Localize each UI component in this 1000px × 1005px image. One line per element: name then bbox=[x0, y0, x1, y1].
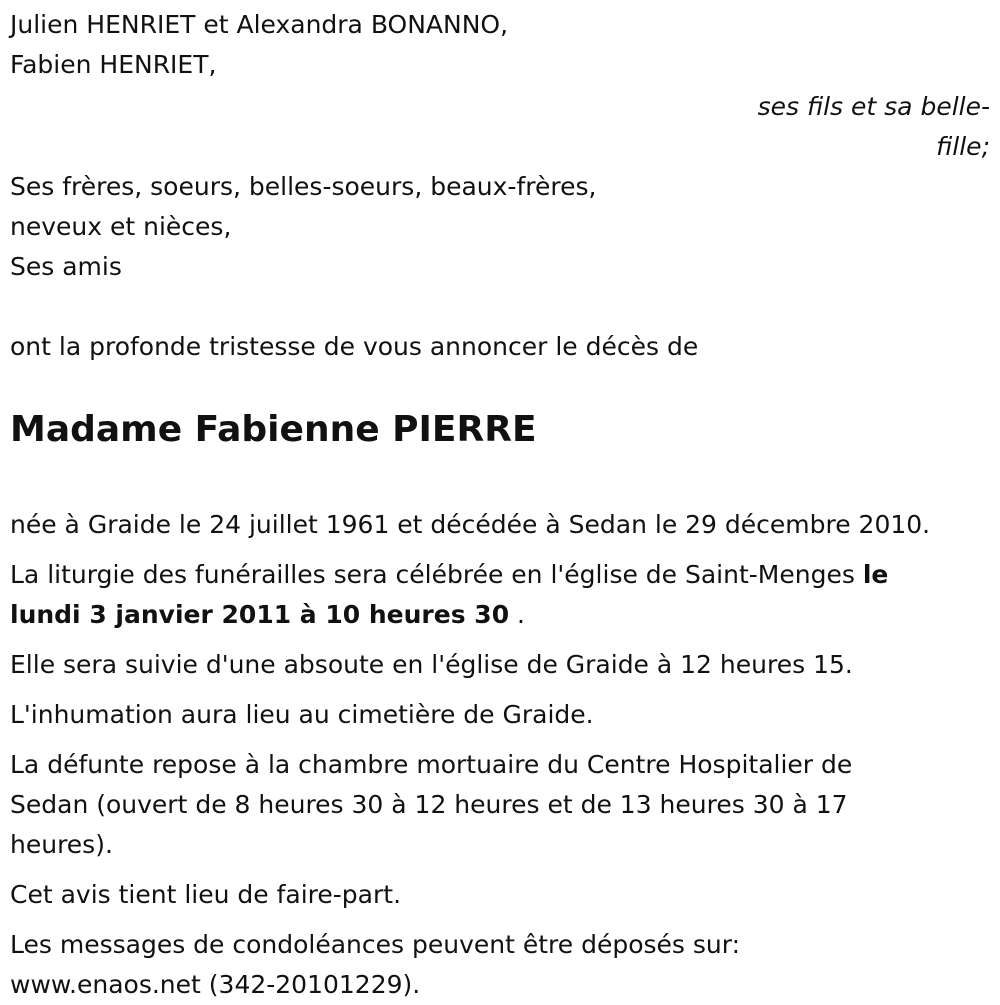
liturgy-date-start: le bbox=[862, 560, 889, 589]
condolences-line-1: Les messages de condoléances peuvent être déposés sur: bbox=[10, 930, 741, 959]
condolences-link[interactable]: www.enaos.net (342-20101229). bbox=[10, 970, 421, 999]
notice-paragraph: Cet avis tient lieu de faire-part. bbox=[10, 880, 402, 909]
absoute-paragraph: Elle sera suivie d'une absoute en l'église de Graide à 12 heures 15. bbox=[10, 650, 853, 679]
relation-line-1: ses fils et sa belle- bbox=[757, 92, 990, 121]
relation-line-2: fille; bbox=[936, 132, 990, 161]
family-line-nephews: neveux et nièces, bbox=[10, 212, 232, 241]
family-line-siblings: Ses frères, soeurs, belles-soeurs, beaux-frères, bbox=[10, 172, 597, 201]
deceased-name: Madame Fabienne PIERRE bbox=[10, 409, 537, 450]
rest-line-2: Sedan (ouvert de 8 heures 30 à 12 heures et de 13 heures 30 à 17 bbox=[10, 790, 848, 819]
burial-paragraph: L'inhumation aura lieu au cimetière de Graide. bbox=[10, 700, 594, 729]
condolences-paragraph bbox=[10, 925, 990, 1005]
relation-note bbox=[10, 87, 990, 167]
rest-paragraph bbox=[10, 745, 990, 865]
family-line-children: Julien HENRIET et Alexandra BONANNO, bbox=[10, 10, 509, 39]
spacer bbox=[10, 287, 990, 327]
family-block bbox=[10, 5, 990, 287]
family-line-son: Fabien HENRIET, bbox=[10, 50, 217, 79]
rest-line-1: La défunte repose à la chambre mortuaire du Centre Hospitalier de bbox=[10, 750, 853, 779]
liturgy-date: lundi 3 janvier 2011 à 10 heures 30 bbox=[10, 600, 510, 629]
rest-line-3: heures). bbox=[10, 830, 113, 859]
liturgy-paragraph bbox=[10, 555, 990, 635]
birth-death-paragraph: née à Graide le 24 juillet 1961 et décédée à Sedan le 29 décembre 2010. bbox=[10, 510, 931, 539]
family-line-friends: Ses amis bbox=[10, 252, 122, 281]
liturgy-end: . bbox=[509, 600, 525, 629]
announcement-text: ont la profonde tristesse de vous annoncer le décès de bbox=[10, 332, 699, 361]
liturgy-text: La liturgie des funérailles sera célébrée en l'église de Saint-Menges bbox=[10, 560, 863, 589]
